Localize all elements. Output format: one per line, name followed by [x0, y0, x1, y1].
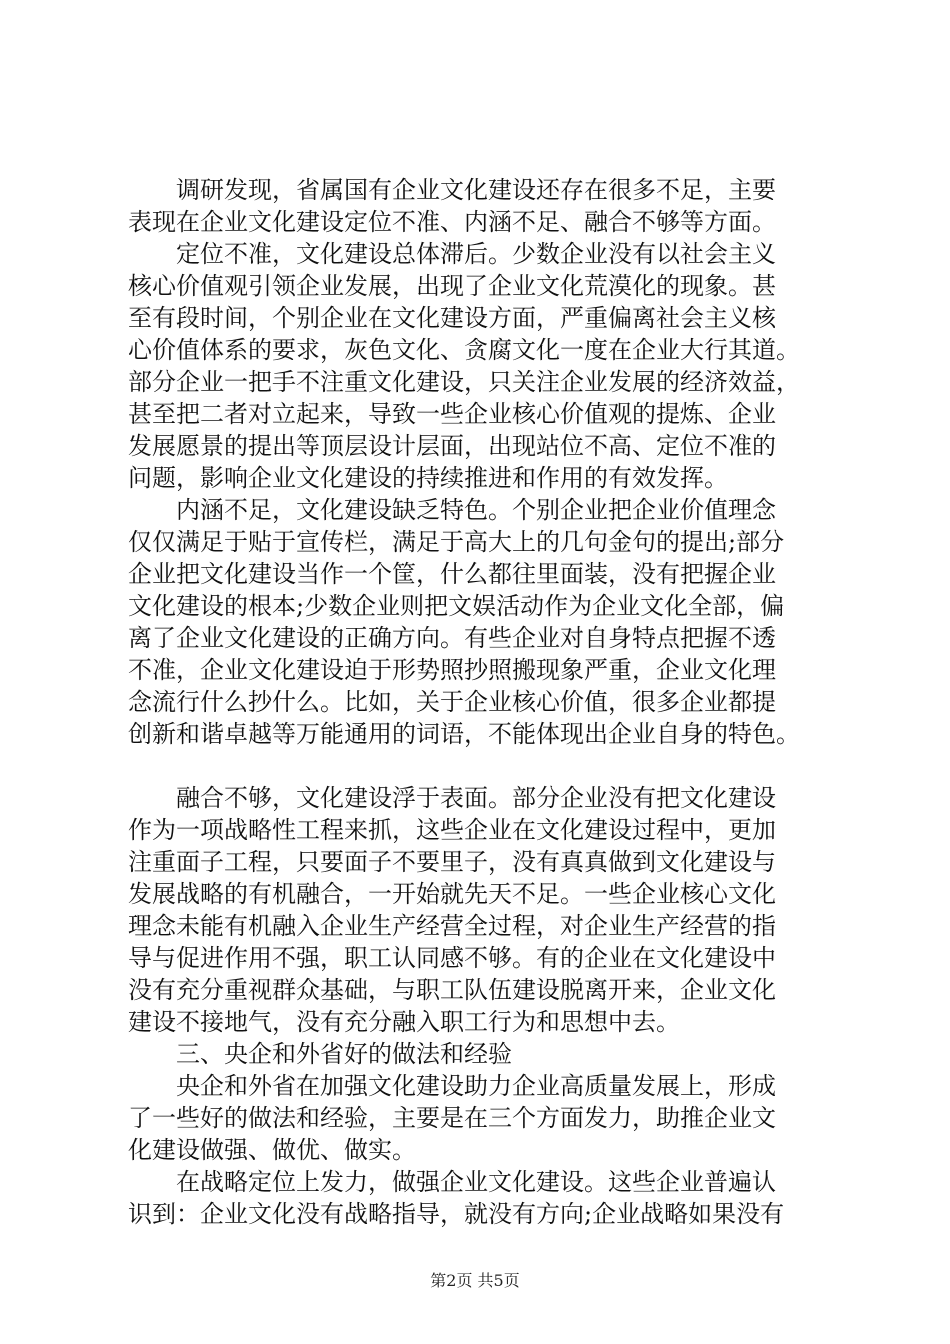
text-line: 离了企业文化建设的正确方向。有些企业对自身特点把握不透 — [128, 624, 776, 652]
text-line: 企业把文化建设当作一个筐，什么都往里面装，没有把握企业 — [128, 560, 776, 588]
text-line: 调研发现，省属国有企业文化建设还存在很多不足，主要 — [128, 176, 776, 204]
text-line: 化建设做强、做优、做实。 — [128, 1136, 416, 1164]
text-line: 央企和外省在加强文化建设助力企业高质量发展上，形成 — [128, 1072, 776, 1100]
text-line: 至有段时间，个别企业在文化建设方面，严重偏离社会主义核 — [128, 304, 776, 332]
text-line: 发展战略的有机融合，一开始就先天不足。一些企业核心文化 — [128, 880, 776, 908]
text-line: 融合不够，文化建设浮于表面。部分企业没有把文化建设 — [128, 784, 776, 812]
text-line: 内涵不足，文化建设缺乏特色。个别企业把企业价值理念 — [128, 496, 776, 524]
text-line: 心价值体系的要求，灰色文化、贪腐文化一度在企业大行其道。 — [128, 336, 800, 364]
text-line: 作为一项战略性工程来抓，这些企业在文化建设过程中，更加 — [128, 816, 776, 844]
text-line: 问题，影响企业文化建设的持续推进和作用的有效发挥。 — [128, 464, 728, 492]
text-line: 发展愿景的提出等顶层设计层面，出现站位不高、定位不准的 — [128, 432, 776, 460]
text-line: 念流行什么抄什么。比如，关于企业核心价值，很多企业都提 — [128, 688, 776, 716]
text-line: 部分企业一把手不注重文化建设，只关注企业发展的经济效益， — [128, 368, 800, 396]
text-line: 识到：企业文化没有战略指导，就没有方向;企业战略如果没有 — [128, 1200, 785, 1228]
text-line: 文化建设的根本;少数企业则把文娱活动作为企业文化全部，偏 — [128, 592, 785, 620]
text-line: 不准，企业文化建设迫于形势照抄照搬现象严重，企业文化理 — [128, 656, 776, 684]
text-line: 仅仅满足于贴于宣传栏，满足于高大上的几句金句的提出;部分 — [128, 528, 785, 556]
text-line: 创新和谐卓越等万能通用的词语，不能体现出企业自身的特色。 — [128, 720, 800, 748]
text-line: 注重面子工程，只要面子不要里子，没有真真做到文化建设与 — [128, 848, 776, 876]
page-number-footer: 第2页 共5页 — [430, 1271, 520, 1290]
text-line: 建设不接地气，没有充分融入职工行为和思想中去。 — [128, 1008, 680, 1036]
text-line: 甚至把二者对立起来，导致一些企业核心价值观的提炼、企业 — [128, 400, 776, 428]
text-line: 定位不准，文化建设总体滞后。少数企业没有以社会主义 — [128, 240, 776, 268]
text-line: 导与促进作用不强，职工认同感不够。有的企业在文化建设中 — [128, 944, 776, 972]
text-line: 理念未能有机融入企业生产经营全过程，对企业生产经营的指 — [128, 912, 776, 940]
text-line: 了一些好的做法和经验，主要是在三个方面发力，助推企业文 — [128, 1104, 776, 1132]
section-heading: 三、央企和外省好的做法和经验 — [128, 1040, 512, 1068]
text-line: 没有充分重视群众基础，与职工队伍建设脱离开来，企业文化 — [128, 976, 776, 1004]
text-line: 核心价值观引领企业发展，出现了企业文化荒漠化的现象。甚 — [128, 272, 776, 300]
text-line: 在战略定位上发力，做强企业文化建设。这些企业普遍认 — [128, 1168, 776, 1196]
text-line: 表现在企业文化建设定位不准、内涵不足、融合不够等方面。 — [128, 208, 776, 236]
